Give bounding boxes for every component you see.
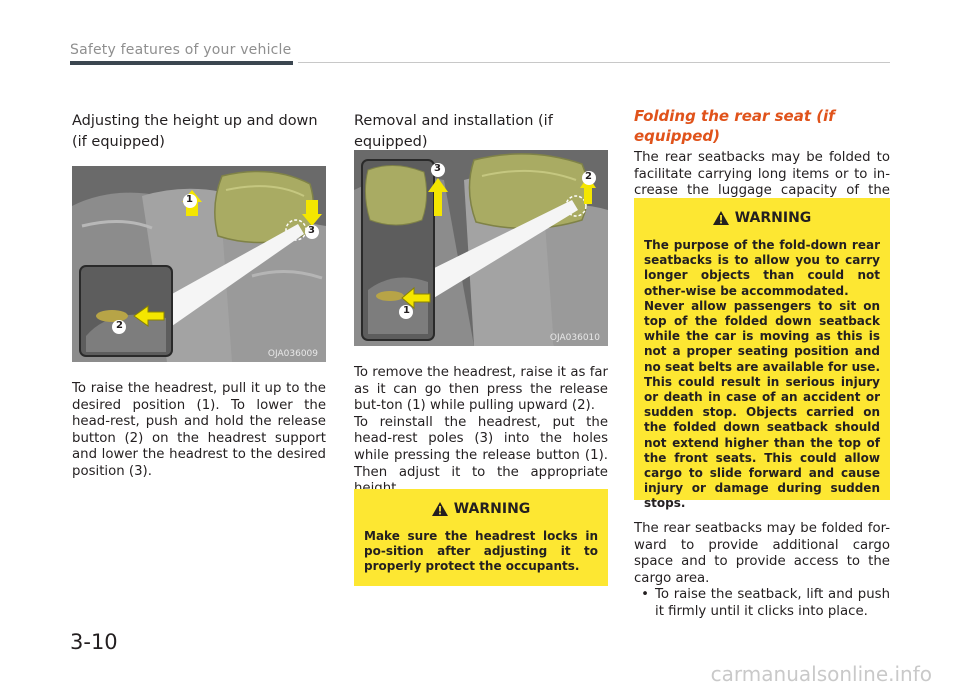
figure-code: OJA036010: [549, 333, 600, 343]
body-removal-installation: [354, 365, 608, 498]
callout-1: 1: [403, 305, 410, 316]
heading-folding-rear-seat: Folding the rear seat (if equipped): [634, 107, 835, 145]
section-title: Safety features of your vehicle: [70, 42, 292, 58]
body-folding-p1: The rear seatbacks may be folded for-ward to provide additional cargo space and to provide access to the cargo area.: [634, 521, 890, 586]
warning-text: Make sure the headrest locks in po-sition after adjusting it to properly protect the occupants.: [364, 529, 598, 574]
subheading-adjust-height: Adjusting the height up and down (if equipped): [72, 113, 318, 150]
watermark: carmanualsonline.info: [710, 662, 932, 686]
callout-2: 2: [585, 171, 592, 182]
warning-title-text: WARNING: [453, 501, 531, 517]
figure-headrest-removal: [354, 150, 608, 346]
column-left: [72, 111, 326, 153]
callout-3: 3: [434, 163, 441, 174]
body-adjust-height: To raise the headrest, pull it up to the desired position (1). To lower the head-rest, push and hold the release button (2) on the headrest support and lower the headrest to the desired position (3).: [72, 381, 326, 479]
warning-triangle-icon: [432, 502, 448, 516]
figure-headrest-adjust: [72, 166, 326, 362]
warning-text-p1: The purpose of the fold-down rear seatbacks is to allow you to carry longer objects than could not other-wise be accommodated.: [644, 238, 880, 298]
figure-code: OJA036009: [267, 349, 318, 359]
warning-box-headrest: [354, 489, 608, 586]
bullet-text: To raise the seatback, lift and push it firmly until it clicks into place.: [655, 587, 890, 619]
body-folding-intro: The rear seatbacks may be folded to facilitate carrying long items or to in-crease the luggage capacity of the: [634, 150, 890, 199]
headrest-adjust-illustration: [72, 166, 326, 362]
warning-title: [364, 501, 598, 517]
callout-3: 3: [308, 225, 315, 236]
warning-text-p2: Never allow passengers to sit on top of the folded down seatback while the car is moving as this is not a proper seating position and no seat belts are available for use. This could result in serious injury or death in case of an accident or sudden stop. Objects carried on the folded down seatback should not extend higher than the top of the front seats. This could allow cargo to slide forward and cause injury or damage during sudden stops.: [644, 298, 880, 511]
headrest-removal-illustration: [354, 150, 608, 346]
subheading-removal-installation: Removal and installation (if equipped): [354, 113, 553, 150]
body-removal-p1: To remove the headrest, raise it as far as it can go then press the release but-ton (1) while pulling upward (2).: [354, 365, 608, 414]
header-rule-dark: [70, 61, 293, 65]
header-rule-light: [298, 62, 890, 63]
callout-2: 2: [116, 320, 123, 331]
body-folding: [634, 521, 890, 621]
callout-1: 1: [186, 194, 193, 205]
warning-title: [644, 210, 880, 226]
warning-text: [644, 238, 880, 512]
warning-triangle-icon: [713, 211, 729, 225]
bullet-dot: •: [641, 587, 649, 603]
column-middle: [354, 111, 608, 153]
warning-title-text: WARNING: [734, 210, 812, 226]
bullet-raise-seatback: [634, 587, 890, 620]
page-number: 3-10: [70, 630, 118, 654]
body-removal-p2: To reinstall the headrest, put the head-rest poles (3) into the holes while pressing the release button (1). Then adjust it to the appropriate: [354, 414, 608, 480]
warning-box-folding: [634, 198, 890, 511]
